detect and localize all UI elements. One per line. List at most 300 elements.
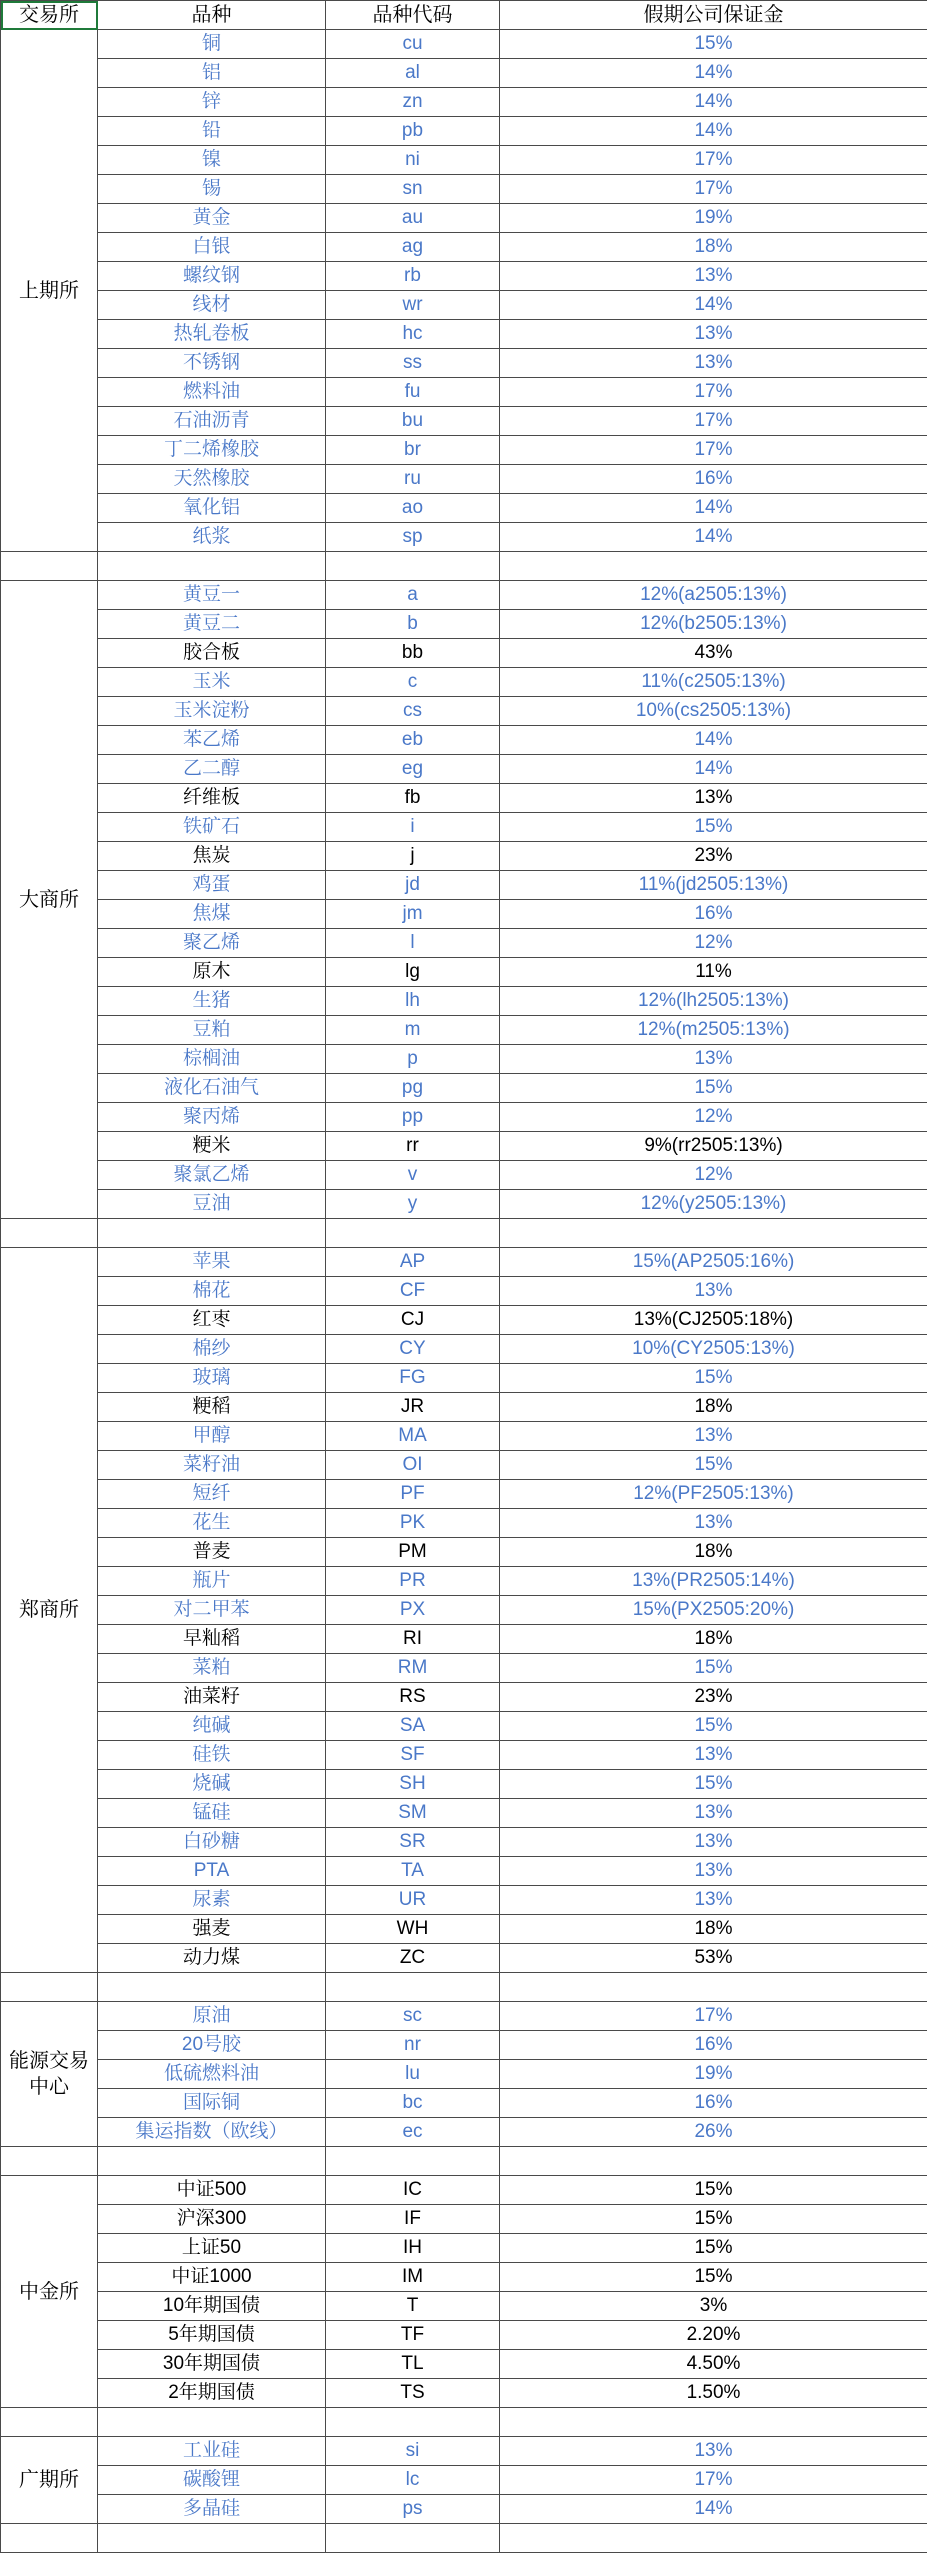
margin-cell[interactable]: 43% <box>500 639 927 668</box>
margin-cell[interactable]: 18% <box>500 1393 927 1422</box>
empty-cell[interactable] <box>326 1219 500 1248</box>
variety-cell[interactable]: 热轧卷板 <box>98 320 326 349</box>
margin-cell[interactable]: 13% <box>500 1422 927 1451</box>
code-cell[interactable]: RS <box>326 1683 500 1712</box>
margin-cell[interactable]: 19% <box>500 204 927 233</box>
code-cell[interactable]: ni <box>326 146 500 175</box>
table-row <box>1 1451 927 1480</box>
code-cell[interactable]: SF <box>326 1741 500 1770</box>
variety-cell[interactable]: 豆粕 <box>98 1016 326 1045</box>
margin-cell[interactable]: 14% <box>500 59 927 88</box>
margin-cell[interactable]: 13% <box>500 1509 927 1538</box>
code-cell[interactable]: c <box>326 668 500 697</box>
variety-cell[interactable]: 纸浆 <box>98 523 326 552</box>
variety-cell[interactable]: 黄豆二 <box>98 610 326 639</box>
margin-cell[interactable]: 11%(jd2505:13%) <box>500 871 927 900</box>
variety-cell[interactable]: 丁二烯橡胶 <box>98 436 326 465</box>
margin-cell[interactable]: 15% <box>500 813 927 842</box>
code-cell[interactable]: SR <box>326 1828 500 1857</box>
empty-cell[interactable] <box>98 2408 326 2437</box>
variety-cell[interactable]: 烧碱 <box>98 1770 326 1799</box>
empty-cell[interactable] <box>98 1973 326 2002</box>
code-cell[interactable]: v <box>326 1161 500 1190</box>
variety-cell[interactable]: 焦煤 <box>98 900 326 929</box>
margin-cell[interactable]: 13% <box>500 320 927 349</box>
variety-cell[interactable]: 菜粕 <box>98 1654 326 1683</box>
margin-cell[interactable]: 13%(PR2505:14%) <box>500 1567 927 1596</box>
empty-cell[interactable] <box>1 2408 98 2437</box>
empty-cell[interactable] <box>500 1973 927 2002</box>
code-cell[interactable]: lu <box>326 2060 500 2089</box>
variety-cell[interactable]: 油菜籽 <box>98 1683 326 1712</box>
variety-cell[interactable]: 玉米 <box>98 668 326 697</box>
variety-cell[interactable]: 白银 <box>98 233 326 262</box>
table-row <box>1 2321 927 2350</box>
exchange-cell[interactable]: 大商所 <box>1 581 98 1219</box>
margin-cell[interactable]: 9%(rr2505:13%) <box>500 1132 927 1161</box>
empty-cell[interactable] <box>98 552 326 581</box>
code-cell[interactable]: eg <box>326 755 500 784</box>
empty-cell[interactable] <box>98 1219 326 1248</box>
margin-cell[interactable]: 14% <box>500 523 927 552</box>
code-cell[interactable]: a <box>326 581 500 610</box>
header-code[interactable]: 品种代码 <box>326 1 500 30</box>
variety-cell[interactable]: 螺纹钢 <box>98 262 326 291</box>
margin-cell[interactable]: 14% <box>500 117 927 146</box>
code-cell[interactable]: fu <box>326 378 500 407</box>
empty-cell[interactable] <box>326 2147 500 2176</box>
margin-cell[interactable]: 12% <box>500 929 927 958</box>
variety-cell[interactable]: 动力煤 <box>98 1944 326 1973</box>
margin-cell[interactable]: 13% <box>500 262 927 291</box>
empty-cell[interactable] <box>500 1219 927 1248</box>
variety-cell[interactable]: 铅 <box>98 117 326 146</box>
variety-cell[interactable]: 上证50 <box>98 2234 326 2263</box>
variety-cell[interactable]: 氧化铝 <box>98 494 326 523</box>
variety-cell[interactable]: 黄金 <box>98 204 326 233</box>
exchange-cell[interactable]: 能源交易中心 <box>1 2002 98 2147</box>
margin-cell[interactable]: 12% <box>500 1161 927 1190</box>
empty-cell[interactable] <box>326 2524 500 2553</box>
code-cell[interactable]: ec <box>326 2118 500 2147</box>
variety-cell[interactable]: 棕榈油 <box>98 1045 326 1074</box>
code-cell[interactable]: j <box>326 842 500 871</box>
empty-cell[interactable] <box>500 2408 927 2437</box>
variety-cell[interactable]: 强麦 <box>98 1915 326 1944</box>
margin-cell[interactable]: 16% <box>500 900 927 929</box>
code-cell[interactable]: CF <box>326 1277 500 1306</box>
margin-cell[interactable]: 15% <box>500 1712 927 1741</box>
variety-cell[interactable]: 生猪 <box>98 987 326 1016</box>
variety-cell[interactable]: 国际铜 <box>98 2089 326 2118</box>
variety-cell[interactable]: 铜 <box>98 30 326 59</box>
code-cell[interactable]: au <box>326 204 500 233</box>
code-cell[interactable]: bu <box>326 407 500 436</box>
variety-cell[interactable]: 鸡蛋 <box>98 871 326 900</box>
code-cell[interactable]: eb <box>326 726 500 755</box>
variety-cell[interactable]: 5年期国债 <box>98 2321 326 2350</box>
margin-cell[interactable]: 12% <box>500 1103 927 1132</box>
variety-cell[interactable]: 苯乙烯 <box>98 726 326 755</box>
variety-cell[interactable]: 尿素 <box>98 1886 326 1915</box>
empty-cell[interactable] <box>500 552 927 581</box>
margin-cell[interactable]: 13% <box>500 2437 927 2466</box>
table-row <box>1 1567 927 1596</box>
variety-cell[interactable]: 低硫燃料油 <box>98 2060 326 2089</box>
code-cell[interactable]: rr <box>326 1132 500 1161</box>
empty-cell[interactable] <box>500 2147 927 2176</box>
margin-cell[interactable]: 15% <box>500 1074 927 1103</box>
empty-cell[interactable] <box>1 2147 98 2176</box>
code-cell[interactable]: l <box>326 929 500 958</box>
header-margin[interactable]: 假期公司保证金 <box>500 1 927 30</box>
separator-row <box>1 1219 927 1248</box>
margin-cell[interactable]: 26% <box>500 2118 927 2147</box>
code-cell[interactable]: jd <box>326 871 500 900</box>
variety-cell[interactable]: 硅铁 <box>98 1741 326 1770</box>
variety-cell[interactable]: 锌 <box>98 88 326 117</box>
variety-cell[interactable]: 集运指数（欧线） <box>98 2118 326 2147</box>
variety-cell[interactable]: 石油沥青 <box>98 407 326 436</box>
code-cell[interactable]: TA <box>326 1857 500 1886</box>
margin-cell[interactable]: 15% <box>500 1364 927 1393</box>
variety-cell[interactable]: 多晶硅 <box>98 2495 326 2524</box>
code-cell[interactable]: sc <box>326 2002 500 2031</box>
code-cell[interactable]: ao <box>326 494 500 523</box>
variety-cell[interactable]: 甲醇 <box>98 1422 326 1451</box>
code-cell[interactable]: PX <box>326 1596 500 1625</box>
code-cell[interactable]: RI <box>326 1625 500 1654</box>
margin-cell[interactable]: 14% <box>500 2495 927 2524</box>
code-cell[interactable]: lc <box>326 2466 500 2495</box>
variety-cell[interactable]: 铁矿石 <box>98 813 326 842</box>
margin-cell[interactable]: 3% <box>500 2292 927 2321</box>
table-row <box>1 2350 927 2379</box>
margin-cell[interactable]: 15% <box>500 2205 927 2234</box>
code-cell[interactable]: IH <box>326 2234 500 2263</box>
table-row <box>1 2466 927 2495</box>
empty-cell[interactable] <box>326 2408 500 2437</box>
margin-cell[interactable]: 13% <box>500 1857 927 1886</box>
margin-cell[interactable]: 10%(cs2505:13%) <box>500 697 927 726</box>
margin-cell[interactable]: 17% <box>500 436 927 465</box>
variety-cell[interactable]: 豆油 <box>98 1190 326 1219</box>
variety-cell[interactable]: 短纤 <box>98 1480 326 1509</box>
margin-cell[interactable]: 15%(AP2505:16%) <box>500 1248 927 1277</box>
exchange-cell[interactable]: 广期所 <box>1 2437 98 2524</box>
margin-cell[interactable]: 14% <box>500 88 927 117</box>
margin-cell[interactable]: 14% <box>500 291 927 320</box>
variety-cell[interactable]: 菜籽油 <box>98 1451 326 1480</box>
margin-cell[interactable]: 53% <box>500 1944 927 1973</box>
margin-cell[interactable]: 13% <box>500 349 927 378</box>
variety-cell[interactable]: 乙二醇 <box>98 755 326 784</box>
empty-cell[interactable] <box>98 2147 326 2176</box>
code-cell[interactable]: AP <box>326 1248 500 1277</box>
variety-cell[interactable]: 棉纱 <box>98 1335 326 1364</box>
code-cell[interactable]: ps <box>326 2495 500 2524</box>
separator-row <box>1 2524 927 2553</box>
code-cell[interactable]: pg <box>326 1074 500 1103</box>
variety-cell[interactable]: 30年期国债 <box>98 2350 326 2379</box>
variety-cell[interactable]: 锰硅 <box>98 1799 326 1828</box>
code-cell[interactable]: IC <box>326 2176 500 2205</box>
code-cell[interactable]: hc <box>326 320 500 349</box>
margin-cell[interactable]: 18% <box>500 233 927 262</box>
variety-cell[interactable]: PTA <box>98 1857 326 1886</box>
margin-cell[interactable]: 19% <box>500 2060 927 2089</box>
margin-cell[interactable]: 11% <box>500 958 927 987</box>
table-row <box>1 349 927 378</box>
table-row <box>1 59 927 88</box>
margin-cell[interactable]: 12%(b2505:13%) <box>500 610 927 639</box>
margin-cell[interactable]: 4.50% <box>500 2350 927 2379</box>
variety-cell[interactable]: 原木 <box>98 958 326 987</box>
code-cell[interactable]: CJ <box>326 1306 500 1335</box>
code-cell[interactable]: al <box>326 59 500 88</box>
margin-cell[interactable]: 18% <box>500 1625 927 1654</box>
code-cell[interactable]: SA <box>326 1712 500 1741</box>
margin-cell[interactable]: 17% <box>500 175 927 204</box>
variety-cell[interactable]: 天然橡胶 <box>98 465 326 494</box>
margin-cell[interactable]: 14% <box>500 494 927 523</box>
variety-cell[interactable]: 碳酸锂 <box>98 2466 326 2495</box>
exchange-cell[interactable]: 中金所 <box>1 2176 98 2408</box>
variety-cell[interactable]: 原油 <box>98 2002 326 2031</box>
empty-cell[interactable] <box>326 552 500 581</box>
code-cell[interactable]: SM <box>326 1799 500 1828</box>
code-cell[interactable]: jm <box>326 900 500 929</box>
variety-cell[interactable]: 线材 <box>98 291 326 320</box>
margin-cell[interactable]: 12%(a2505:13%) <box>500 581 927 610</box>
code-cell[interactable]: TL <box>326 2350 500 2379</box>
variety-cell[interactable]: 工业硅 <box>98 2437 326 2466</box>
empty-cell[interactable] <box>1 552 98 581</box>
code-cell[interactable]: ZC <box>326 1944 500 1973</box>
code-cell[interactable]: PK <box>326 1509 500 1538</box>
code-cell[interactable]: pp <box>326 1103 500 1132</box>
code-cell[interactable]: RM <box>326 1654 500 1683</box>
variety-cell[interactable]: 棉花 <box>98 1277 326 1306</box>
table-row <box>1 146 927 175</box>
variety-cell[interactable]: 中证1000 <box>98 2263 326 2292</box>
margin-cell[interactable]: 2.20% <box>500 2321 927 2350</box>
table-row <box>1 465 927 494</box>
margin-cell[interactable]: 23% <box>500 842 927 871</box>
margin-cell[interactable]: 17% <box>500 407 927 436</box>
variety-cell[interactable]: 粳米 <box>98 1132 326 1161</box>
variety-cell[interactable]: 聚丙烯 <box>98 1103 326 1132</box>
code-cell[interactable]: rb <box>326 262 500 291</box>
margin-cell[interactable]: 13%(CJ2505:18%) <box>500 1306 927 1335</box>
code-cell[interactable]: cu <box>326 30 500 59</box>
margin-cell[interactable]: 13% <box>500 1886 927 1915</box>
margin-cell[interactable]: 15% <box>500 2234 927 2263</box>
header-exchange[interactable]: 交易所 <box>1 1 98 30</box>
variety-cell[interactable]: 黄豆一 <box>98 581 326 610</box>
margin-cell[interactable]: 17% <box>500 378 927 407</box>
table-row <box>1 1741 927 1770</box>
code-cell[interactable]: lg <box>326 958 500 987</box>
code-cell[interactable]: ru <box>326 465 500 494</box>
variety-cell[interactable]: 玉米淀粉 <box>98 697 326 726</box>
variety-cell[interactable]: 中证500 <box>98 2176 326 2205</box>
margin-cell[interactable]: 17% <box>500 146 927 175</box>
exchange-cell[interactable]: 郑商所 <box>1 1248 98 1973</box>
code-cell[interactable]: ag <box>326 233 500 262</box>
code-cell[interactable]: PM <box>326 1538 500 1567</box>
table-row <box>1 871 927 900</box>
margin-cell[interactable]: 1.50% <box>500 2379 927 2408</box>
table-row <box>1 1683 927 1712</box>
code-cell[interactable]: m <box>326 1016 500 1045</box>
margin-cell[interactable]: 17% <box>500 2466 927 2495</box>
code-cell[interactable]: si <box>326 2437 500 2466</box>
code-cell[interactable]: bb <box>326 639 500 668</box>
margin-cell[interactable]: 13% <box>500 1741 927 1770</box>
code-cell[interactable]: UR <box>326 1886 500 1915</box>
code-cell[interactable]: CY <box>326 1335 500 1364</box>
margin-cell[interactable]: 10%(CY2505:13%) <box>500 1335 927 1364</box>
variety-cell[interactable]: 对二甲苯 <box>98 1596 326 1625</box>
empty-cell[interactable] <box>98 2524 326 2553</box>
margin-cell[interactable]: 15% <box>500 1451 927 1480</box>
margin-cell[interactable]: 13% <box>500 1799 927 1828</box>
variety-cell[interactable]: 纤维板 <box>98 784 326 813</box>
table-row <box>1 929 927 958</box>
variety-cell[interactable]: 焦炭 <box>98 842 326 871</box>
variety-cell[interactable]: 液化石油气 <box>98 1074 326 1103</box>
variety-cell[interactable]: 玻璃 <box>98 1364 326 1393</box>
variety-cell[interactable]: 早籼稻 <box>98 1625 326 1654</box>
code-cell[interactable]: i <box>326 813 500 842</box>
code-cell[interactable]: pb <box>326 117 500 146</box>
code-cell[interactable]: PF <box>326 1480 500 1509</box>
margin-cell[interactable]: 15%(PX2505:20%) <box>500 1596 927 1625</box>
code-cell[interactable]: br <box>326 436 500 465</box>
code-cell[interactable]: JR <box>326 1393 500 1422</box>
variety-cell[interactable]: 锡 <box>98 175 326 204</box>
variety-cell[interactable]: 镍 <box>98 146 326 175</box>
empty-cell[interactable] <box>500 2524 927 2553</box>
code-cell[interactable]: zn <box>326 88 500 117</box>
empty-cell[interactable] <box>1 1973 98 2002</box>
table-row <box>1 1509 927 1538</box>
code-cell[interactable]: ss <box>326 349 500 378</box>
variety-cell[interactable]: 普麦 <box>98 1538 326 1567</box>
code-cell[interactable]: sp <box>326 523 500 552</box>
variety-cell[interactable]: 花生 <box>98 1509 326 1538</box>
margin-cell[interactable]: 16% <box>500 465 927 494</box>
code-cell[interactable]: nr <box>326 2031 500 2060</box>
variety-cell[interactable]: 2年期国债 <box>98 2379 326 2408</box>
code-cell[interactable]: OI <box>326 1451 500 1480</box>
margin-cell[interactable]: 16% <box>500 2031 927 2060</box>
variety-cell[interactable]: 红枣 <box>98 1306 326 1335</box>
margin-cell[interactable]: 13% <box>500 784 927 813</box>
code-cell[interactable]: fb <box>326 784 500 813</box>
variety-cell[interactable]: 燃料油 <box>98 378 326 407</box>
code-cell[interactable]: MA <box>326 1422 500 1451</box>
header-variety[interactable]: 品种 <box>98 1 326 30</box>
margin-cell[interactable]: 16% <box>500 2089 927 2118</box>
code-cell[interactable]: IF <box>326 2205 500 2234</box>
margin-cell[interactable]: 11%(c2505:13%) <box>500 668 927 697</box>
code-cell[interactable]: y <box>326 1190 500 1219</box>
margin-cell[interactable]: 13% <box>500 1045 927 1074</box>
code-cell[interactable]: bc <box>326 2089 500 2118</box>
margin-cell[interactable]: 12%(m2505:13%) <box>500 1016 927 1045</box>
margin-cell[interactable]: 14% <box>500 755 927 784</box>
code-cell[interactable]: lh <box>326 987 500 1016</box>
separator-row <box>1 2147 927 2176</box>
margin-cell[interactable]: 15% <box>500 1770 927 1799</box>
margin-cell[interactable]: 12%(lh2505:13%) <box>500 987 927 1016</box>
variety-cell[interactable]: 20号胶 <box>98 2031 326 2060</box>
variety-cell[interactable]: 聚乙烯 <box>98 929 326 958</box>
code-cell[interactable]: SH <box>326 1770 500 1799</box>
code-cell[interactable]: b <box>326 610 500 639</box>
code-cell[interactable]: p <box>326 1045 500 1074</box>
code-cell[interactable]: TF <box>326 2321 500 2350</box>
variety-cell[interactable]: 10年期国债 <box>98 2292 326 2321</box>
table-row <box>1 320 927 349</box>
variety-cell[interactable]: 白砂糖 <box>98 1828 326 1857</box>
margin-cell[interactable]: 14% <box>500 726 927 755</box>
margin-cell[interactable]: 18% <box>500 1915 927 1944</box>
code-cell[interactable]: cs <box>326 697 500 726</box>
margin-cell[interactable]: 13% <box>500 1277 927 1306</box>
code-cell[interactable]: FG <box>326 1364 500 1393</box>
variety-cell[interactable]: 苹果 <box>98 1248 326 1277</box>
margin-cell[interactable]: 23% <box>500 1683 927 1712</box>
variety-cell[interactable]: 铝 <box>98 59 326 88</box>
margin-cell[interactable]: 15% <box>500 2263 927 2292</box>
table-row <box>1 523 927 552</box>
variety-cell[interactable]: 聚氯乙烯 <box>98 1161 326 1190</box>
table-row <box>1 2437 927 2466</box>
code-cell[interactable]: TS <box>326 2379 500 2408</box>
code-cell[interactable]: T <box>326 2292 500 2321</box>
table-row <box>1 2292 927 2321</box>
margin-cell[interactable]: 15% <box>500 2176 927 2205</box>
variety-cell[interactable]: 沪深300 <box>98 2205 326 2234</box>
variety-cell[interactable]: 粳稻 <box>98 1393 326 1422</box>
empty-cell[interactable] <box>1 1219 98 1248</box>
variety-cell[interactable]: 不锈钢 <box>98 349 326 378</box>
margin-cell[interactable]: 17% <box>500 2002 927 2031</box>
variety-cell[interactable]: 胶合板 <box>98 639 326 668</box>
code-cell[interactable]: WH <box>326 1915 500 1944</box>
empty-cell[interactable] <box>1 2524 98 2553</box>
code-cell[interactable]: IM <box>326 2263 500 2292</box>
margin-cell[interactable]: 18% <box>500 1538 927 1567</box>
empty-cell[interactable] <box>326 1973 500 2002</box>
table-row <box>1 436 927 465</box>
margin-cell[interactable]: 13% <box>500 1828 927 1857</box>
exchange-cell[interactable]: 上期所 <box>1 30 98 552</box>
code-cell[interactable]: sn <box>326 175 500 204</box>
variety-cell[interactable]: 瓶片 <box>98 1567 326 1596</box>
margin-cell[interactable]: 15% <box>500 1654 927 1683</box>
margin-cell[interactable]: 15% <box>500 30 927 59</box>
variety-cell[interactable]: 纯碱 <box>98 1712 326 1741</box>
code-cell[interactable]: PR <box>326 1567 500 1596</box>
margin-cell[interactable]: 12%(PF2505:13%) <box>500 1480 927 1509</box>
table-row <box>1 1857 927 1886</box>
margin-cell[interactable]: 12%(y2505:13%) <box>500 1190 927 1219</box>
code-cell[interactable]: wr <box>326 291 500 320</box>
